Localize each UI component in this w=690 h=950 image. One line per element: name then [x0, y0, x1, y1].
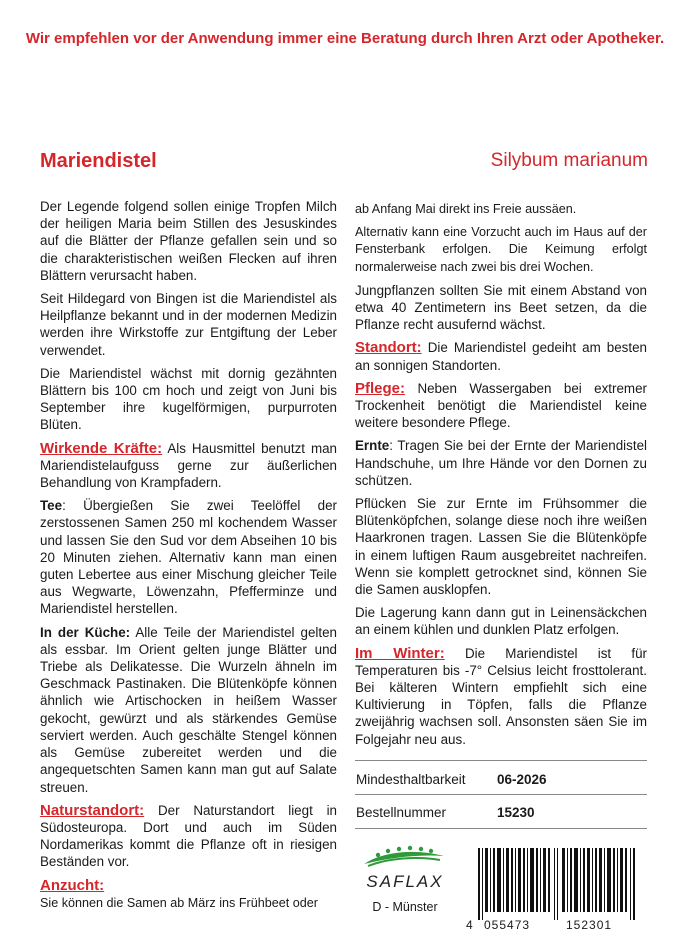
- naturstandort-text: Der Naturstandort liegt in Südosteuropa. Dort und auch im Süden Nordamerikas kommt die Pflanze oft in riesigen Beständen vor.: [40, 802, 337, 870]
- storage-paragraph: Die Lagerung kann dann gut in Leinensäckchen an einem kühlen und dunklen Platz erfolgen.: [355, 605, 647, 638]
- naturstandort-heading: Naturstandort:: [40, 801, 145, 819]
- anzucht-section: [40, 877, 337, 912]
- anzucht-text: Sie können die Samen ab März ins Frühbeet oder: [40, 895, 318, 910]
- ernte-text: : Tragen Sie bei der Ernte der Mariendistel Handschuhe, um Ihre Hände vor den Dornen zu schützen.: [355, 438, 647, 488]
- planting-paragraph: Jungpflanzen sollten Sie mit einem Abstand von etwa 40 Zentimetern ins Beet setzen, da die Pflanze recht ausufernd wächst.: [355, 282, 647, 333]
- leaf-swoosh-icon: [358, 842, 450, 876]
- winter-section: [355, 645, 647, 748]
- wirkende-kraefte-section: [40, 440, 337, 492]
- ernte-section: [355, 437, 647, 489]
- latin-name: Silybum marianum: [490, 150, 648, 171]
- pre-cultivation-paragraph: Alternativ kann eine Vorzucht auch im Haus auf der Fensterbank erfolgen. Die Keimung erfolgt normalerweise nach zwei bis drei Wochen.: [355, 225, 647, 274]
- barcode-digits-right: 152301: [566, 918, 613, 932]
- info-divider-bottom: [355, 828, 647, 829]
- standort-section: [355, 339, 647, 373]
- wirkende-kraefte-text: Als Hausmittel benutzt man Mariendistelaufguss gerne zur äußerlichen Behandlung von Krampfadern.: [40, 440, 337, 491]
- sowing-paragraph: ab Anfang Mai direkt ins Freie aussäen.: [355, 202, 577, 216]
- order-number-value: 15230: [497, 805, 535, 820]
- growth-paragraph: Die Mariendistel wächst mit dornig gezähnten Blättern bis 100 cm hoch und zeigt von Juni bis September ihre kugelförmigen, purpurroten Blüten.: [40, 365, 337, 433]
- winter-text: Die Mariendistel ist für Temperaturen bis -7° Celsius leicht frosttolerant. Bei kälteren Wintern empfiehlt sich eine Kultivierung in Töpfen, falls die Pflanze zweijährig wachsen soll. Ansonsten säen Sie im Folgejahr neu aus.: [355, 645, 648, 747]
- ean-barcode: [466, 848, 648, 920]
- harvest-paragraph: Pflücken Sie zur Ernte im Frühsommer die Blütenköpfchen, solange diese noch ihre weißen Haarkronen tragen. Lassen Sie die Blütenköpfe in einem luftigen Raum ausgebreitet nachreifen. Wenn sie komplett getrocknet sind, können Sie die Samen ausklopfen.: [355, 496, 647, 598]
- tee-section: [40, 497, 337, 617]
- best-before-value: 06-2026: [497, 772, 547, 787]
- pflege-heading: Pflege:: [355, 379, 406, 397]
- tee-text: : Übergießen Sie zwei Teelöffel der zerstossenen Samen 250 ml kochendem Wasser und lassen Sie den Sud vor dem Abseihen 10 bis 20 Minuten ziehen. Alternativ kann man einen guten Lebertee aus einer Mischung gleicher Teile aus Wegwarte, Löwenzahn, Pfefferminze und Mariendistel herstellen.: [40, 498, 337, 617]
- anzucht-heading: Anzucht:: [40, 876, 105, 894]
- brand-name: SAFLAX: [366, 872, 444, 891]
- standort-text: Die Mariendistel gedeiht am besten an sonnigen Standorten.: [355, 340, 647, 373]
- plant-title: Mariendistel: [40, 150, 157, 172]
- info-divider-top: [355, 760, 647, 761]
- standort-heading: Standort:: [355, 339, 422, 357]
- kueche-text: Alle Teile der Mariendistel gelten als essbar. Im Orient gelten junge Blätter und Triebe als Delikatesse. Die Wurzeln ähneln im Geschmack Pastinaken. Die Blütenköpfe können ähnlich wie Artischocken in heißem Wasser gekocht, gewürzt und als stärkendes Gemüse serviert werden. Auch geschälte Stengel können als Gemüse zubereitet werden und die angequetschten Samen kann man gut auf Salate streuen.: [40, 624, 337, 795]
- winter-heading: Im Winter:: [355, 644, 445, 662]
- pflege-section: [355, 380, 647, 432]
- info-divider-middle: [355, 794, 647, 795]
- right-column: [355, 201, 647, 754]
- left-column: [40, 198, 337, 912]
- kueche-label: In der Küche:: [40, 624, 131, 640]
- brand-city: D - Münster: [372, 900, 438, 914]
- best-before-label: Mindesthaltbarkeit: [356, 772, 466, 787]
- doctor-advice-warning: Wir empfehlen vor der Anwendung immer eine Beratung durch Ihren Arzt oder Apotheker.: [25, 30, 665, 47]
- kueche-section: [40, 624, 337, 796]
- pflege-text: Neben Wassergaben bei extremer Trockenheit benötigt die Mariendistel keine weitere besondere Pflege.: [355, 380, 647, 431]
- order-number-label: Bestellnummer: [356, 805, 447, 820]
- naturstandort-section: [40, 802, 337, 871]
- wirkende-kraefte-heading: Wirkende Kräfte:: [40, 439, 163, 457]
- barcode-digits-left: 055473: [484, 918, 531, 932]
- tee-label: Tee: [40, 498, 63, 514]
- ernte-label: Ernte: [355, 438, 390, 454]
- barcode-digit-prefix: 4: [466, 918, 474, 932]
- legend-paragraph: Der Legende folgend sollen einige Tropfen Milch der heiligen Maria beim Stillen des Jesuskindes auf die Blätter der Pflanze gefallen sein und so die charakteristischen weißen Flecken auf ihren Blättern verursacht haben.: [40, 199, 337, 283]
- history-paragraph: Seit Hildegard von Bingen ist die Mariendistel als Heilpflanze bekannt und in der modernen Medizin werden ihre Wirkstoffe zur Entgiftung der Leber verwendet.: [40, 291, 337, 358]
